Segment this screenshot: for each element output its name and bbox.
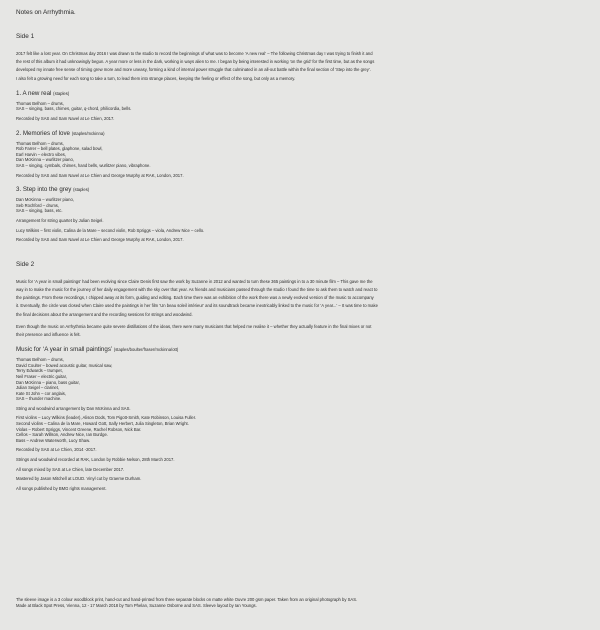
- intro-line: the rest of this album it had unknowingly begun. A year more or less in the dark, working in ways alien to me. I began by being interested in working ‘on the grid’ for the first time, but as the songs: [16, 59, 375, 65]
- credit-line: SAS – singing, cymbals, chimes, hand bells, wurlitzer piano, vibraphone.: [16, 162, 151, 168]
- credit-line: Thomas Belhom – drums,: [16, 100, 64, 106]
- document-title: Notes on Arrhythmia.: [16, 9, 76, 16]
- recording-note: Recorded by SAS and Sam Navel at Le Chien, 2017.: [16, 116, 115, 121]
- credit-line: SAS – singing, bass, chimes, guitar, q-chord, philicordia, bells.: [16, 106, 132, 112]
- credit-line: SAS – singing, bass, etc.: [16, 208, 63, 214]
- side-2-heading: Side 2: [16, 260, 35, 268]
- track-writers: (staples/mckinna): [71, 130, 105, 136]
- intro-line: developed my innate free sense of timing grew more and more uneasy, forming a kind of internal power struggle that culminated in an all-out battle within the final section of ‘Step into the grey’.: [16, 67, 371, 73]
- credit-line: Seb Rochford – drums,: [16, 202, 60, 208]
- track-title: 1. A new real (staples): [16, 89, 70, 97]
- strings-line: First violins – Lucy Wilkins (leader), Alison Dods, Tom Pigott-Smith, Kate Robinson, Louisa Fuller.: [16, 415, 197, 421]
- strings-line: Bass – Andrew Waterworth, Lucy Shaw.: [16, 437, 91, 443]
- track-title: 2. Memories of love (staples/mckinna): [16, 129, 105, 137]
- music-section: [16, 346, 586, 491]
- strings-credit: Lucy Wilkins – first violin, Calina de la Mare – second violin, Rob Spriggs – viola, Andrew Nice – cello.: [16, 227, 205, 233]
- arrangement-note: Arrangement for string quartet by Julian Seigel.: [16, 217, 104, 223]
- credit-line: Thomas Belhom – drums,: [16, 357, 64, 363]
- footer-line: The sleeve image is a 3 colour woodblock print, hand-cut and hand-printed from three separate blocks on matte white Ouvre 200 gsm paper. Taken from an original photograph by SAS.: [16, 597, 358, 602]
- credit-line: Terry Edwards – trumpet,: [16, 368, 63, 374]
- track-title: 3. Step into the grey (staples): [16, 186, 90, 194]
- recording-note: Recorded by SAS and Sam Navel at Le Chien and George Murphy at RAK, London, 2017.: [16, 172, 184, 178]
- credit-line: Neil Fraser – electric guitar,: [16, 373, 67, 379]
- track-2: [16, 130, 586, 179]
- credit-line: Earl Harvin – electro vibes,: [16, 151, 67, 157]
- credit-line: Thomas Belhom – drums,: [16, 140, 64, 146]
- intro-line: it. Eventually, the circle was closed when Claire used the paintings in her film ‘Un beau soleil intérieur’ and its soundtrack became inextricably linked to the music for ‘A year...’ – It was time to make: [16, 303, 378, 309]
- track-3: [16, 186, 586, 243]
- intro-line: their presence and influence is felt.: [16, 331, 81, 337]
- intro-line: way in to make the music for the journey of her daily engagement with the sky over that year. As friends and musicians passed through the studio I found the time to ask them to watch and react to: [16, 286, 378, 292]
- recording-note: Strings and woodwind recorded at RAK, London by Robbie Nelson, 28th March 2017.: [16, 457, 175, 463]
- strings-line: Cellos – Sarah Willson, Andrew Nice, Ian Burdge.: [16, 432, 108, 438]
- credit-line: Dan McKinna – wurlitzer piano,: [16, 197, 74, 203]
- intro-line: 2017 felt like a lost year. On Christmas day 2016 I was drawn to the studio to record the beginnings of what was to become ‘A new real’ – The following Christmas day I was trying to finish it and: [16, 51, 373, 56]
- track-writers: (staples): [53, 90, 70, 96]
- credit-line: David Coulter – bowed acoustic guitar, musical saw,: [16, 362, 113, 368]
- arrangement-note: String and woodwind arrangement by Dan McKinna and SAS.: [16, 405, 131, 411]
- recording-note: Recorded by SAS at Le Chien, 2014 -2017.: [16, 447, 97, 453]
- intro-line: the paintings. From these recordings, I chipped away at its form, guiding and editing. Each time there was an exhibition of the work there was a newly evolved version of the music to accompany: [16, 295, 374, 301]
- track-1: [16, 90, 586, 122]
- sleeve-footer: [16, 597, 586, 608]
- credit-line: Rob Farrer – bell plates, glaphone, salad bowl,: [16, 146, 103, 152]
- credit-line: Kate St John – cor anglais,: [16, 390, 67, 396]
- side-1-intro: [16, 51, 586, 82]
- credit-line: SAS – thunder machine.: [16, 396, 62, 402]
- mixing-note: All songs mixed by SAS at Le Chien, late December 2017.: [16, 466, 125, 472]
- credit-line: Dan McKinna – wurlitzer piano,: [16, 157, 74, 163]
- side-1-heading: Side 1: [16, 33, 35, 40]
- footer-line: Made at Black Spot Press, Vienna, 12 - 17 March 2018 by Tom Phelan, Suzanne Osborne and SAS. Sleeve layout by Ian Youngs.: [16, 602, 257, 608]
- credit-line: Julian Seigel – clarinet,: [16, 385, 60, 391]
- intro-line: the final decisions about the arrangement and the recording sessions for strings and woodwind.: [16, 311, 193, 317]
- recording-note: Recorded by SAS and Sam Navel at Le Chien and George Murphy at RAK, London, 2017.: [16, 237, 184, 243]
- publishing-note: All songs published by BMG rights management.: [16, 485, 107, 491]
- mastering-note: Mastered by Jason Mitchell at LOUD. Vinyl cut by Graeme Durham.: [16, 476, 142, 482]
- strings-line: Second violins – Calina de la Mare, Howard Gott, Sally Herbert, Julia Singleton, Brian Wright.: [16, 421, 189, 427]
- music-title: Music for ‘A year in small paintings’ (staples/boulter/fraser/mckinna/ott): [16, 346, 179, 354]
- side-2-intro: [16, 279, 586, 338]
- track-writers: (staples): [73, 187, 90, 193]
- intro-line: I also felt a growing need for each song to take a turn, to lead them into strange places, keeping the feeling or effect of the song, but only as a memory.: [16, 75, 296, 81]
- intro-line: Music for ‘A year in small paintings’ had been evolving since Claire Denis first saw the work by Suzanne in 2012 and wanted to turn these 365 paintings in to a 30 minute film – This gave me the: [16, 278, 373, 284]
- credit-line: Dan McKinna – piano, bass guitar,: [16, 379, 80, 385]
- music-writers: (staples/boulter/fraser/mckinna/ott): [113, 347, 179, 353]
- intro-line: Even though the music on Arrhythmia became quite severe distillations of the ideas, there were many musicians that helped me realise it – whether they actually feature in the final mixes or not: [16, 323, 372, 329]
- strings-line: Violas – Robert Spriggs, Vincent Greene, Rachel Robson, Nick Bar.: [16, 426, 142, 432]
